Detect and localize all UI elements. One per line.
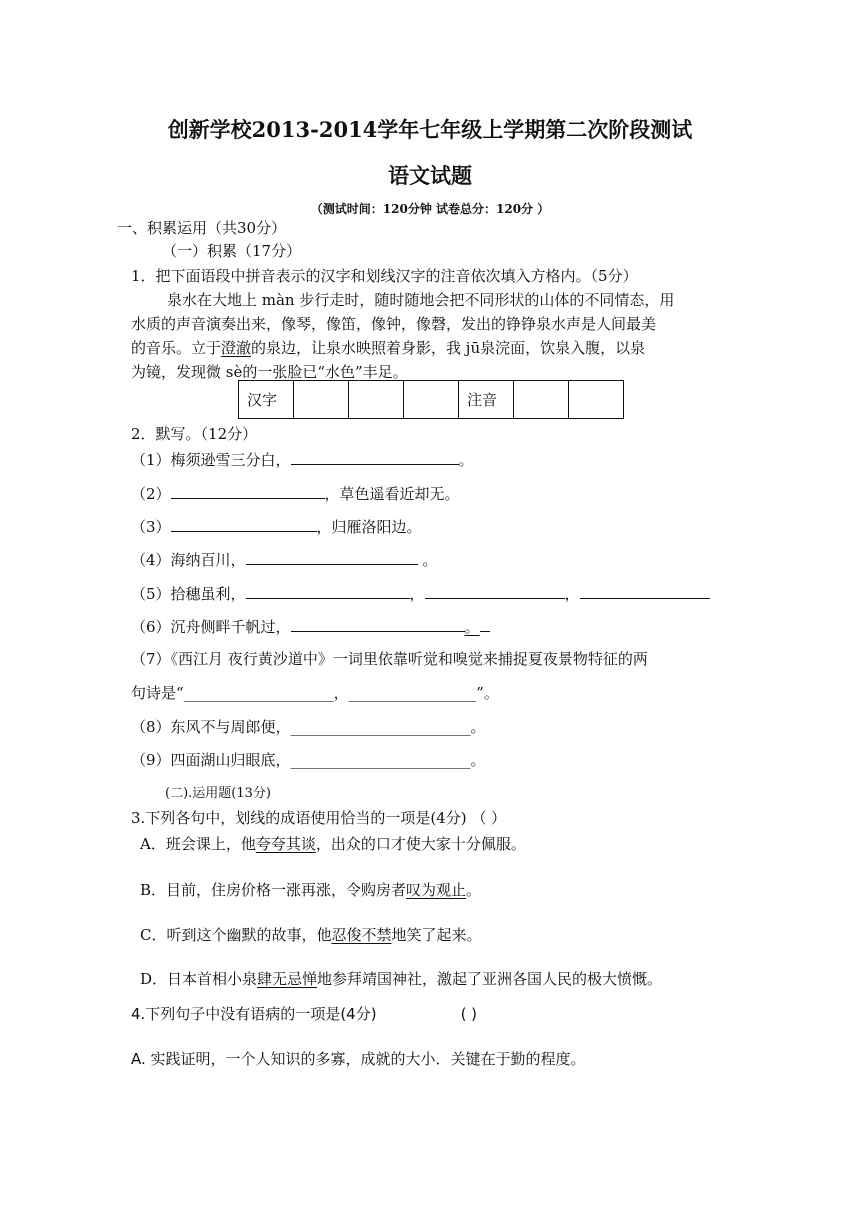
answer-cell[interactable] (569, 381, 624, 419)
table-label-hanzi: 汉字 (239, 381, 294, 419)
answer-blank[interactable] (171, 515, 317, 532)
exam-title: 创新学校2013-2014学年七年级上学期第二次阶段测试 (167, 117, 693, 142)
question-1-passage-line: 泉水在大地上 màn 步行走时，随时随地会把不同形状的山体的不同情态，用 (167, 291, 675, 309)
answer-blank[interactable] (171, 482, 325, 499)
dictation-line: （1）梅须逊雪三分白， 。 (131, 448, 474, 470)
answer-blank[interactable] (246, 582, 410, 599)
option-a: A．班会课上，他夸夸其谈，出众的口才使大家十分佩服。 (140, 835, 526, 853)
dictation-line: （4）海纳百川， 。 (131, 548, 437, 570)
table-label-zhuyin: 注音 (459, 381, 514, 419)
answer-cell[interactable] (404, 381, 459, 419)
question-4-stem: 4.下列句子中没有语病的一项是(4分) ( ) (131, 1005, 478, 1023)
subsection-heading: （一）积累（17分） (162, 242, 302, 260)
question-1-passage-line: 水质的声音演奏出来，像琴，像笛，像钟，像磬，发出的铮铮泉水声是人间最美 (131, 315, 657, 333)
option-c: C．听到这个幽默的故事，他忍俊不禁地笑了起来。 (140, 926, 482, 944)
dictation-line: （6）沉舟侧畔千帆过， 。 (131, 615, 490, 637)
dictation-line: （3） ，归雁洛阳边。 (131, 515, 422, 537)
exam-subject: 语文试题 (388, 163, 472, 188)
section-heading: 一、积累运用（共30分） (117, 219, 287, 237)
dictation-line: （8）东风不与周郎便，________________________。 (131, 718, 486, 736)
question-1-passage-line: 为镜，发现微 sè的一张脸已“水色”丰足。 (131, 363, 408, 381)
option-a: A. 实践证明，一个人知识的多寡，成就的大小．关键在于勤的程度。 (131, 1050, 586, 1068)
answer-cell[interactable] (294, 381, 349, 419)
dictation-line: 句诗是“____________________，_________________”。 (131, 684, 499, 702)
answer-blank[interactable] (291, 448, 459, 465)
dictation-line: （9）四面湖山归眼底，________________________。 (131, 751, 486, 769)
answer-blank[interactable] (580, 582, 710, 599)
option-d: D．日本首相小泉肆无忌惮地参拜靖国神社，激起了亚洲各国人民的极大愤慨。 (140, 970, 663, 988)
underlined-idiom: 忍俊不禁 (331, 926, 392, 944)
underlined-idiom: 叹为观止 (406, 881, 467, 899)
question-2-stem: 2．默写。（12分） (131, 425, 258, 443)
underlined-word: 澄澈 (221, 339, 252, 357)
answer-paren[interactable]: ( ) (460, 1005, 478, 1023)
dictation-line: （7）《西江月 夜行黄沙道中》一词里依靠听觉和嗅觉来捕捉夏夜景物特征的两 (131, 650, 648, 668)
underlined-idiom: 肆无忌惮 (257, 970, 318, 988)
underlined-idiom: 夸夸其谈 (255, 835, 316, 853)
answer-table (238, 380, 624, 419)
answer-blank[interactable] (246, 548, 418, 565)
subsection-heading: (二).运用题(13分) (165, 786, 271, 801)
dictation-line: （5）拾穗虽利， ， ， (131, 582, 710, 604)
answer-blank[interactable] (291, 615, 465, 632)
option-b: B．目前，住房价格一涨再涨，令购房者叹为观止。 (140, 881, 482, 899)
answer-blank[interactable] (425, 582, 565, 599)
question-1-passage-line: 的音乐。立于澄澈的泉边，让泉水映照着身影，我 jū泉浣面，饮泉入腹，以泉 (131, 339, 646, 357)
dictation-line: （2） ，草色遥看近却无。 (131, 482, 460, 504)
answer-cell[interactable] (349, 381, 404, 419)
exam-meta: （测试时间：120分钟 试卷总分：120分 ） (310, 202, 550, 216)
question-1-stem: 1．把下面语段中拼音表示的汉字和划线汉字的注音依次填入方格内。（5分） (131, 267, 638, 285)
answer-cell[interactable] (514, 381, 569, 419)
question-3-stem: 3.下列各句中，划线的成语使用恰当的一项是(4分) （ ） (131, 809, 507, 827)
